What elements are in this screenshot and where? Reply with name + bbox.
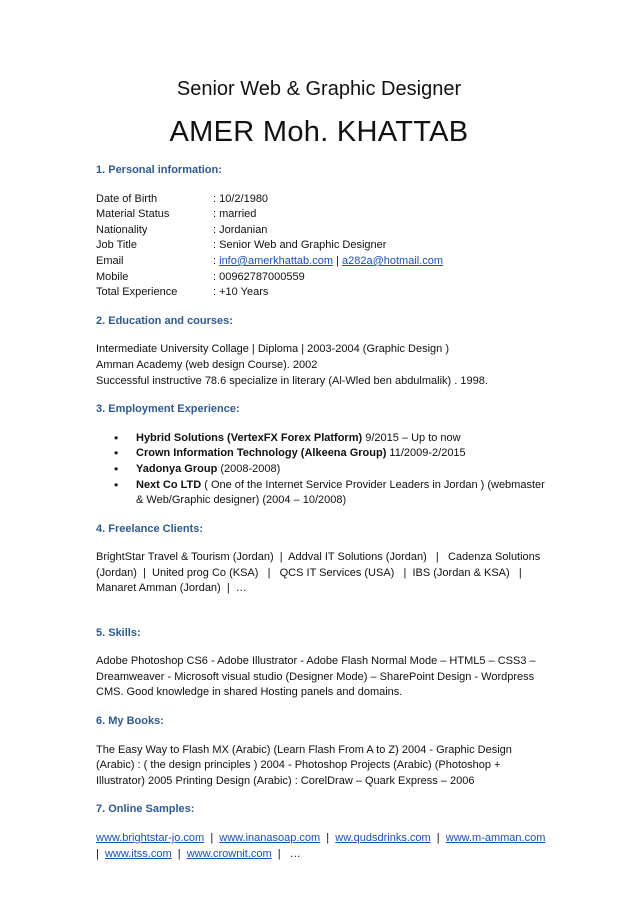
employment-period: ( One of the Internet Service Provider Leaders in Jordan ) (webmaster & Web/Graphic designer) (2004 – 10/2008) xyxy=(136,478,545,507)
email-link-primary[interactable]: info@amerkhattab.com xyxy=(219,254,334,267)
samples-section xyxy=(96,802,550,862)
education-section xyxy=(96,314,550,389)
info-label: Email xyxy=(96,254,124,267)
info-value: : 00962787000559 xyxy=(213,270,305,283)
employer-name: Yadonya Group xyxy=(136,462,218,475)
info-label: Job Title xyxy=(96,239,137,252)
info-row-email xyxy=(96,254,550,270)
person-name: AMER Moh. KHATTAB xyxy=(169,116,469,148)
info-row-experience xyxy=(96,285,550,301)
link-separator: | xyxy=(171,847,187,860)
email-link-secondary[interactable]: a282a@hotmail.com xyxy=(342,254,444,267)
employment-period: 11/2009-2/2015 xyxy=(386,447,466,460)
skills-heading: 5. Skills: xyxy=(96,626,141,639)
info-value: : Senior Web and Graphic Designer xyxy=(213,239,387,252)
info-label: Nationality xyxy=(96,223,148,236)
info-value: : Jordanian xyxy=(213,223,268,236)
info-row-job-title xyxy=(96,238,550,254)
education-line: Successful instructive 78.6 specialize in literary (Al-Wled ben abdulmalik) . 1998. xyxy=(96,374,488,387)
books-section xyxy=(96,714,550,789)
books-heading: 6. My Books: xyxy=(96,715,164,728)
education-line: Intermediate University Collage | Diploma | 2003-2004 (Graphic Design ) xyxy=(96,343,449,356)
books-text: The Easy Way to Flash MX (Arabic) (Learn Flash From A to Z) 2004 - Graphic Design (Arabic) : ( the design principles ) 2004 - Photoshop Projects (Arabic) (Photoshop + Illustrator) 2005 Printing Design (Arabic) : CorelDraw – Quark Express – 2006 xyxy=(96,743,512,787)
info-label: Material Status xyxy=(96,208,170,221)
employment-item xyxy=(112,431,550,447)
link-separator: | xyxy=(430,832,446,844)
employment-section xyxy=(96,402,550,509)
info-row-marital xyxy=(96,207,550,223)
link-separator: | xyxy=(204,832,220,844)
info-label: Date of Birth xyxy=(96,192,158,205)
skills-section xyxy=(96,626,550,701)
employment-item xyxy=(112,446,550,462)
sample-link[interactable]: www.inanasoap.com xyxy=(219,832,321,844)
info-value: : +10 Years xyxy=(213,286,269,299)
spacer xyxy=(96,597,550,613)
samples-links xyxy=(96,831,550,862)
skills-text: Adobe Photoshop CS6 - Adobe Illustrator - Adobe Flash Normal Mode – HTML5 – CSS3 – Dreamweaver - Microsoft visual studio (Designer Mode) – SharePoint Design - Wordpress CMS. Good knowledge in shared Hosting panels and domains. xyxy=(96,655,536,699)
employment-period: 9/2015 – Up to now xyxy=(362,431,461,444)
info-row-nationality xyxy=(96,223,550,239)
info-value: : 10/2/1980 xyxy=(213,192,269,205)
info-row-mobile xyxy=(96,270,550,286)
link-tail: | … xyxy=(271,847,301,860)
info-label: Mobile xyxy=(96,270,129,283)
info-value xyxy=(213,254,550,270)
sample-link[interactable]: www.m-amman.com xyxy=(445,832,546,844)
education-heading: 2. Education and courses: xyxy=(96,314,233,327)
employment-list xyxy=(96,431,550,509)
sample-link[interactable]: www.brightstar-jo.com xyxy=(96,832,205,844)
link-separator: | xyxy=(320,832,336,844)
sample-link[interactable]: www.crownit.com xyxy=(186,847,272,860)
email-separator: | xyxy=(333,254,342,267)
employer-name: Next Co LTD xyxy=(136,478,202,491)
personal-heading: 1. Personal information: xyxy=(96,164,222,176)
link-separator: | xyxy=(96,832,552,860)
freelance-heading: 4. Freelance Clients: xyxy=(96,522,203,535)
samples-heading: 7. Online Samples: xyxy=(96,803,195,816)
employment-item xyxy=(112,478,550,509)
email-prefix: : xyxy=(213,254,220,267)
resume-content xyxy=(96,163,550,862)
info-row-dob xyxy=(96,192,550,208)
employer-name: Crown Information Technology (Alkeena Group) xyxy=(136,447,387,460)
employment-period: (2008-2008) xyxy=(217,462,281,475)
info-label: Total Experience xyxy=(96,286,178,299)
employment-heading: 3. Employment Experience: xyxy=(96,403,240,416)
sample-link[interactable]: ww.qudsdrinks.com xyxy=(335,832,431,844)
sample-link[interactable]: www.itss.com xyxy=(104,847,172,860)
education-line: Amman Academy (web design Course). 2002 xyxy=(96,358,318,371)
employer-name: Hybrid Solutions (VertexFX Forex Platform) xyxy=(136,431,363,444)
personal-info-table xyxy=(96,192,550,301)
freelance-clients: BrightStar Travel & Tourism (Jordan) | Addval IT Solutions (Jordan) | Cadenza Solutions (Jordan) | United prog Co (KSA) | QCS IT Services (USA) | IBS (Jordan & KSA) | Manaret Amman (Jordan) | … xyxy=(96,551,544,595)
job-subtitle: Senior Web & Graphic Designer xyxy=(176,78,462,100)
employment-item xyxy=(112,462,550,478)
info-value: : married xyxy=(213,208,257,221)
freelance-section xyxy=(96,522,550,613)
